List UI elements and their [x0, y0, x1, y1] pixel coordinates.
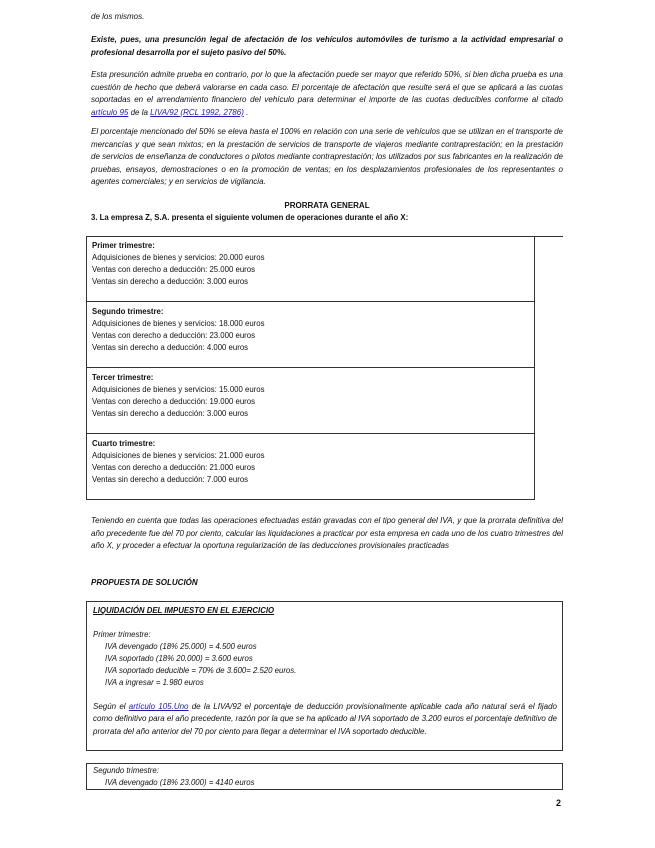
exercise-intro: 3. La empresa Z, S.A. presenta el siguiente volumen de operaciones durante el año X: [91, 213, 409, 222]
quarter-adquisiciones: Adquisiciones de bienes y servicios: 21.000 euros [92, 451, 265, 460]
link-articulo-95[interactable]: artículo 95 [91, 107, 129, 117]
solution-box [86, 601, 563, 751]
quarter-block-3 [86, 368, 535, 433]
quarter-block-1 [86, 236, 535, 301]
quarter-ventas-con: Ventas con derecho a deducción: 23.000 euros [92, 331, 255, 340]
link-articulo-105[interactable]: artículo 105.Uno [128, 702, 189, 711]
para-presuncion: Existe, pues, una presunción legal de afectación de los vehículos automóviles de turismo a la actividad empresarial o profesional desarrolla por el sujeto pasivo del 50%. [91, 35, 563, 57]
quarter-ventas-sin: Ventas sin derecho a deducción: 4.000 euros [92, 343, 249, 352]
top-fragment: de los mismos. [91, 12, 145, 21]
quarter-adquisiciones: Adquisiciones de bienes y servicios: 20.000 euros [92, 253, 265, 262]
q2-title: Segundo trimestre: [93, 766, 159, 775]
para-prueba-end: . [243, 107, 249, 117]
quarter-ventas-sin: Ventas sin derecho a deducción: 7.000 euros [92, 475, 249, 484]
q2-line-devengado: IVA devengado (18% 23.000) = 4140 euros [105, 778, 255, 787]
quarter-block-4 [86, 434, 535, 499]
quarter-ventas-sin: Ventas sin derecho a deducción: 3.000 euros [92, 409, 249, 418]
para-enunciado: Teniendo en cuenta que todas las operaciones efectuadas están gravadas con el tipo general del IVA, y que la prorrata definitiva del año precedente fue del 70 por ciento, calcular las liquidaciones a practicar por esta empresa en cada uno de los cuatro trimestres del año X, y proceder a efectuar la oportuna regularización de las deducciones provisionales practicadas [91, 516, 563, 551]
q1-line-devengado: IVA devengado (18% 25.000) = 4.500 euros [105, 642, 257, 651]
quarter-title: Cuarto trimestre: [92, 439, 156, 448]
q1-title: Primer trimestre: [93, 630, 151, 639]
q1-line-deducible: IVA soportado deducible = 70% de 3.600= 2.520 euros. [105, 666, 297, 675]
quarter-ventas-con: Ventas con derecho a deducción: 25.000 euros [92, 265, 255, 274]
quarter-ventas-con: Ventas con derecho a deducción: 21.000 euros [92, 463, 255, 472]
quarter-title: Segundo trimestre: [92, 307, 164, 316]
solution-title: LIQUIDACIÓN DEL IMPUESTO EN EL EJERCICIO [93, 606, 275, 615]
quarter-title: Tercer trimestre: [92, 373, 154, 382]
para-prueba-text: Esta presunción admite prueba en contrario, por lo que la afectación puede ser mayor que referido 50%, si bien dicha prueba es una cuestión de hecho que deberá valorarse en cada caso. El porcentaje de afectación que resulte será el que se aplicará a las cuotas soportadas en el arrendamiento financiero del vehículo para determinar el importe de las cuotas deducibles conforme al citado [91, 70, 563, 105]
propuesta-title: PROPUESTA DE SOLUCIÓN [91, 578, 198, 587]
page-number: 2 [556, 798, 562, 808]
solution-note [93, 701, 557, 738]
quarter-block-2 [86, 302, 535, 367]
solution-box-q2 [86, 763, 563, 790]
quarter-ventas-sin: Ventas sin derecho a deducción: 3.000 euros [92, 277, 249, 286]
note-start: Según el [93, 702, 129, 711]
quarter-ventas-con: Ventas con derecho a deducción: 19.000 euros [92, 397, 255, 406]
note-end: de la LIVA/92 el porcentaje de deducción provisionalmente aplicable cada año natural será el fijado como definitivo para el año precedente, razón por la que se ha aplicado al IVA soportado de 3.200 euros el porcentaje definitivo de prorrata del año anterior del 70 por ciento para llegar a determinar el IVA soportado deducible. [93, 702, 557, 736]
quarter-adquisiciones: Adquisiciones de bienes y servicios: 18.000 euros [92, 319, 265, 328]
quarter-title: Primer trimestre: [92, 241, 155, 250]
section-title: PRORRATA GENERAL [284, 201, 370, 210]
q1-line-ingresar: IVA a ingresar = 1.980 euros [105, 678, 204, 687]
para-prueba [91, 69, 563, 119]
link-liva-92[interactable]: LIVA/92 (RCL 1992, 2786) [150, 107, 244, 117]
para-prueba-mid: de la [128, 107, 151, 117]
quarter-adquisiciones: Adquisiciones de bienes y servicios: 15.000 euros [92, 385, 265, 394]
q1-line-soportado: IVA soportado (18% 20.000) = 3.600 euros [105, 654, 253, 663]
para-porcentaje: El porcentaje mencionado del 50% se eleva hasta el 100% en relación con una serie de vehículos que se utilizan en el transporte de mercancías y que sean mixtos; en la prestación de servicios de transporte de viajeros mediante contraprestación; en la prestación de servicios de enseñanza de conductores o pilotos mediante contraprestación; los utilizados por sus fabricantes en la realización de pruebas, ensayos, demostraciones o en la promoción de ventas; en los desplazamientos profesionales de los representantes o agentes comerciales; y en servicios de vigilancia. [91, 127, 563, 187]
